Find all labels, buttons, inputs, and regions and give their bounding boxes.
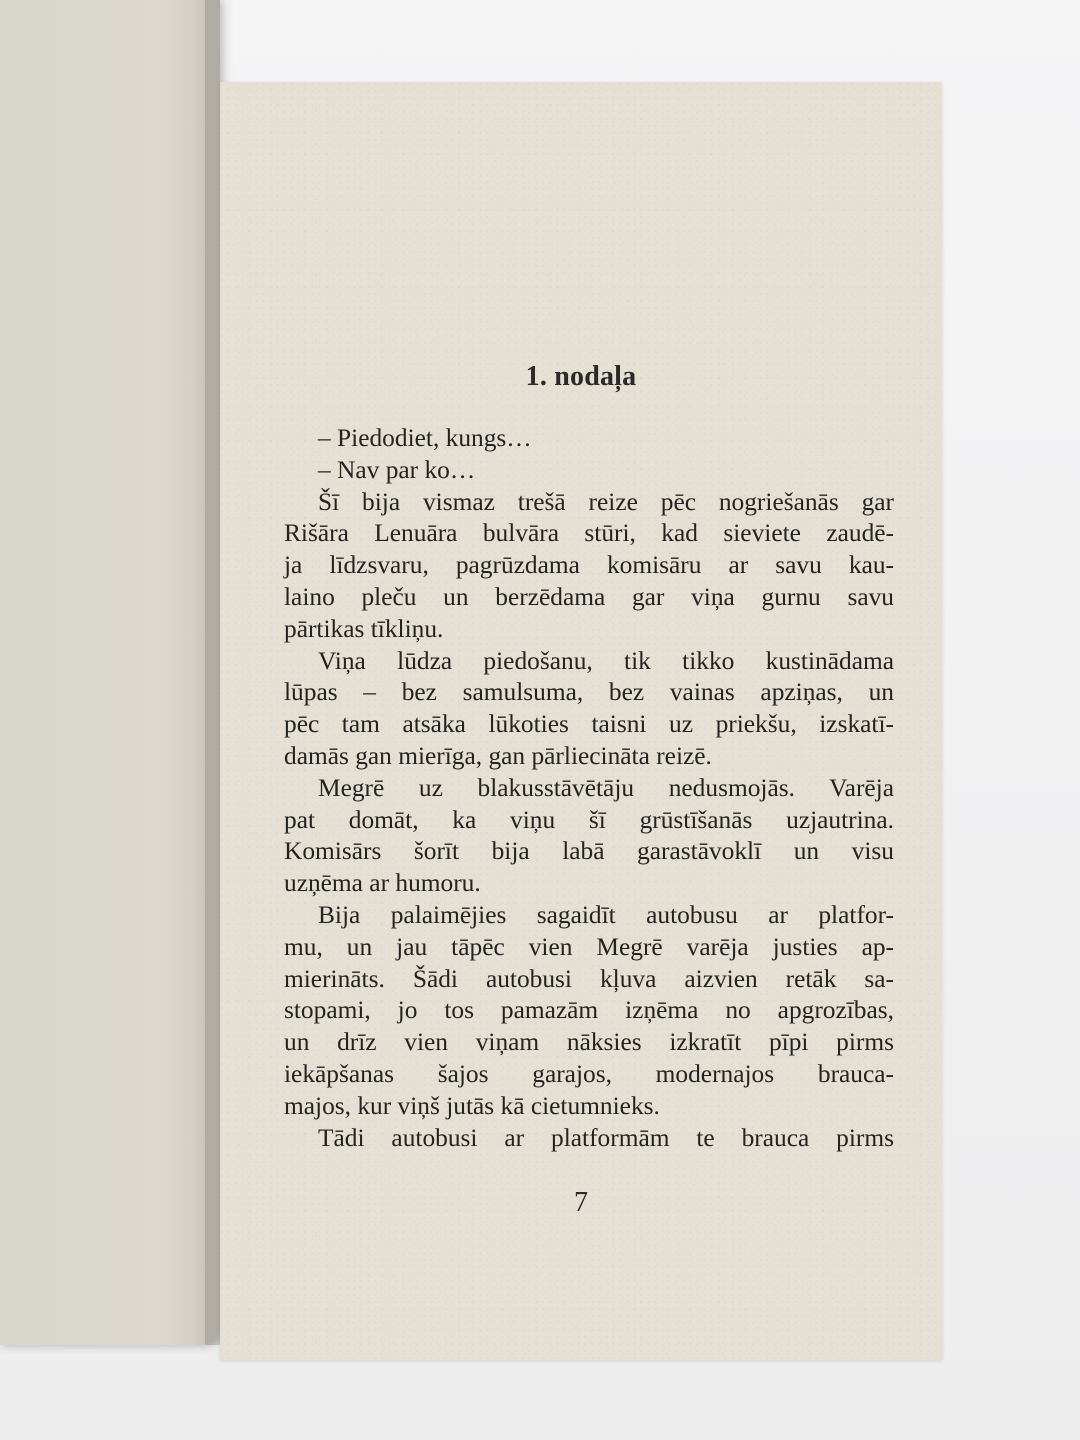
text-line: laino pleču un berzēdama gar viņa gurnu savu [284, 582, 894, 611]
text-line: damās gan mierīga, gan pārliecināta reizē. [284, 741, 712, 770]
text-line: uzņēma ar humoru. [284, 869, 481, 898]
text-line: un drīz vien viņam nāksies izkratīt pīpi pirms [284, 1028, 894, 1057]
text-line: pat domāt, ka viņu šī grūstīšanās uzjautrina. [284, 805, 894, 834]
text-line: Rišāra Lenuāra bulvāra stūri, kad sieviete zaudē- [284, 519, 894, 548]
text-line: Tādi autobusi ar platformām te brauca pirms [318, 1123, 894, 1152]
text-line: mierināts. Šādi autobusi kļuva aizvien retāk sa- [284, 964, 894, 993]
dialogue-line-2: – Nav par ko… [318, 455, 476, 484]
page-number: 7 [574, 1187, 588, 1218]
text-line: pēc tam atsāka lūkoties taisni uz priekšu, izskatī- [284, 710, 894, 739]
text-line: lūpas – bez samulsuma, bez vainas apziņas, un [284, 678, 894, 707]
text-line: pārtikas tīkliņu. [284, 614, 444, 643]
text-line: majos, kur viņš jutās kā cietumnieks. [284, 1091, 660, 1120]
text-line: Bija palaimējies sagaidīt autobusu ar platfor- [318, 900, 894, 929]
text-line: Šī bija vismaz trešā reize pēc nogriešanās gar [318, 487, 894, 516]
text-line: Viņa lūdza piedošanu, tik tikko kustinādama [318, 646, 894, 675]
right-page [220, 82, 942, 1360]
text-line: ja līdzsvaru, pagrūzdama komisāru ar savu kau- [284, 551, 894, 580]
text-line: stopami, jo tos pamazām izņēma no apgrozības, [284, 996, 894, 1025]
text-line: mu, un jau tāpēc vien Megrē varēja justies ap- [284, 932, 894, 961]
text-line: Komisārs šorīt bija labā garastāvoklī un visu [284, 837, 894, 866]
left-page [0, 0, 220, 1345]
text-line: Megrē uz blakusstāvētāju nedusmojās. Varēja [318, 773, 894, 802]
chapter-title: 1. nodaļa [525, 361, 637, 392]
body-text [284, 423, 894, 1154]
dialogue-line-1: – Piedodiet, kungs… [318, 424, 532, 452]
text-line: iekāpšanas šajos garajos, modernajos brauca- [284, 1059, 894, 1088]
